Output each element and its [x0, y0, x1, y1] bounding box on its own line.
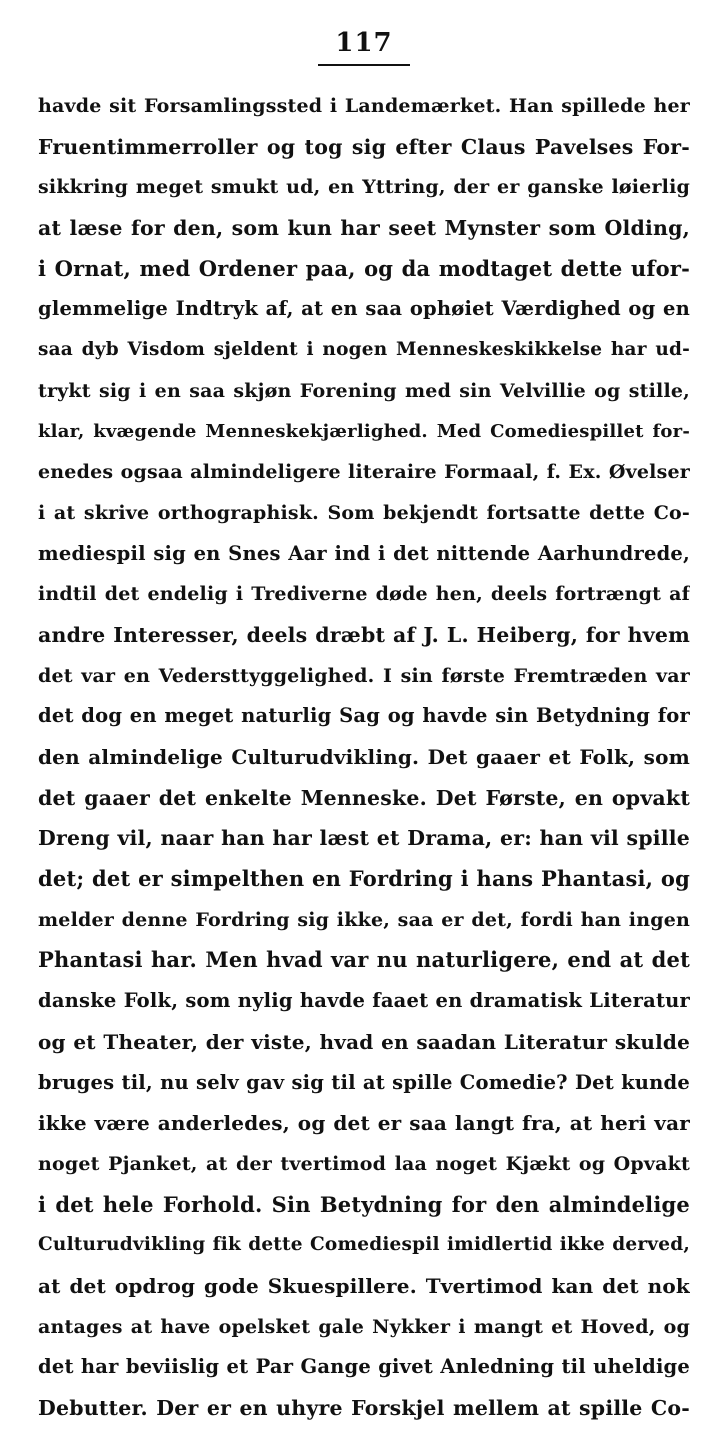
- text-line: i Ornat, med Ordener paa, og da modtaget dette ufor-: [38, 255, 690, 281]
- text-line: Fruentimmerroller og tog sig efter Claus Pavelses For-: [38, 134, 690, 159]
- text-line: havde sit Forsamlingssted i Landemærket. Han spillede her: [38, 95, 690, 117]
- text-line: i det hele Forhold. Sin Betydning for den almindelige: [38, 1191, 690, 1217]
- text-line: klar, kvægende Menneskekjærlighed. Med Comediespillet for-: [38, 420, 690, 442]
- text-line: saa dyb Visdom sjeldent i nogen Menneskeskikkelse har ud-: [38, 339, 690, 361]
- body-text: [38, 86, 690, 1429]
- text-line: at læse for den, som kun har seet Mynster som Olding,: [38, 216, 690, 241]
- text-line: i at skrive orthographisk. Som bekjendt fortsatte dette Co-: [38, 501, 690, 524]
- text-line: melder denne Fordring sig ikke, saa er det, fordi han ingen: [38, 908, 690, 931]
- text-line: glemmelige Indtryk af, at en saa ophøiet Værdighed og en: [38, 297, 690, 321]
- text-line: Phantasi har. Men hvad var nu naturligere, end at det: [38, 947, 690, 973]
- text-line: indtil det endelig i Trediverne døde hen, deels fortrængt af: [38, 583, 690, 606]
- text-line: noget Pjanket, at der tvertimod laa noget Kjækt og Opvakt: [38, 1152, 690, 1175]
- page-number: 117: [335, 28, 393, 58]
- text-line: trykt sig i en saa skjøn Forening med sin Velvillie og stille,: [38, 379, 690, 402]
- text-line: bruges til, nu selv gav sig til at spille Comedie? Det kunde: [38, 1070, 690, 1094]
- page-number-rule: [318, 64, 410, 66]
- text-line: enedes ogsaa almindeligere literaire Formaal, f. Ex. Øvelser: [38, 461, 690, 484]
- text-line: Dreng vil, naar han har læst et Drama, er: han vil spille: [38, 826, 690, 851]
- text-line: det var en Vedersttyggelighed. I sin første Fremtræden var: [38, 664, 690, 687]
- text-line: at det opdrog gode Skuespillere. Tvertimod kan det nok: [38, 1273, 690, 1298]
- text-line: det gaaer det enkelte Menneske. Det Første, en opvakt: [38, 785, 690, 810]
- text-line: den almindelige Culturudvikling. Det gaaer et Folk, som: [38, 745, 690, 769]
- text-line: Debutter. Der er en uhyre Forskjel mellem at spille Co-: [38, 1396, 690, 1420]
- text-line: det har beviislig et Par Gange givet Anledning til uheldige: [38, 1355, 690, 1379]
- text-line: og et Theater, der viste, hvad en saadan Literatur skulde: [38, 1029, 690, 1054]
- text-line: antages at have opelsket gale Nykker i mangt et Hoved, og: [38, 1315, 690, 1338]
- text-line: andre Interesser, deels dræbt af J. L. Heiberg, for hvem: [38, 622, 690, 647]
- text-line: mediespil sig en Snes Aar ind i det nittende Aarhundrede,: [38, 541, 690, 565]
- text-line: danske Folk, som nylig havde faaet en dramatisk Literatur: [38, 989, 690, 1013]
- text-line: det; det er simpelthen en Fordring i hans Phantasi, og: [38, 866, 690, 892]
- text-line: det dog en meget naturlig Sag og havde sin Betydning for: [38, 704, 690, 728]
- text-line: sikkring meget smukt ud, en Yttring, der er ganske løierlig: [38, 176, 690, 199]
- text-line: Culturudvikling fik dette Comediespil imidlertid ikke derved,: [38, 1234, 690, 1256]
- text-line: ikke være anderledes, og det er saa langt fra, at heri var: [38, 1111, 690, 1136]
